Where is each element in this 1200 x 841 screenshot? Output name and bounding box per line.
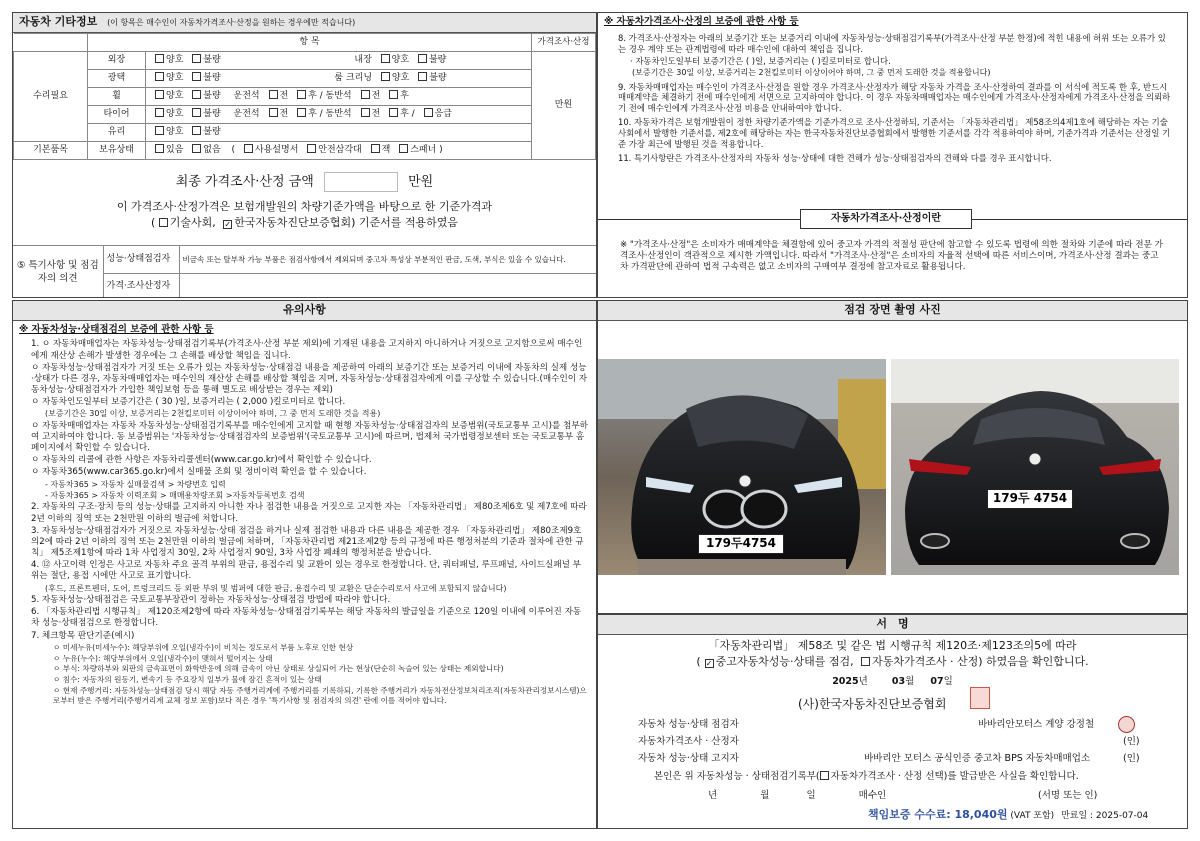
notice-item: 5. 자동차성능·상태점검은 국토교통부장관이 정하는 자동차성능·상태점검 방법에 따라야 합니다. (31, 595, 391, 605)
notice-item: (후드, 프론트펜더, 도어, 트렁크리드 등 외판 부위 및 범퍼에 대한 판금, 용접수리 및 교환은 단순수리로서 사고에 포함되지 않습니다) (45, 583, 507, 593)
notice-item: ㅇ 자동차의 리콜에 관한 사항은 자동차리콜센터(www.car.go.kr)에서 확인할 수 있습니다. (31, 455, 372, 466)
checkbox[interactable] (361, 108, 370, 117)
final-price-unit: 만원 (408, 174, 434, 190)
inspector-seal-icon (1118, 716, 1135, 733)
price-box-title: 자동차가격조사·산정이란 (800, 209, 972, 229)
final-price-label: 최종 가격조사·산정 금액 (175, 174, 314, 190)
notice-item: ㅇ 자동차매매업자는 자동차 자동차성능·상태점검기록부를 매수인에게 고지할 때 현행 자동차성능·상태점검자의 보증범위(국토교통부 고시)를 첨부하여 고지하여야 합니다. 동 보증범위는 '자동차성능·상태점검자의 보증범위'(국토교통부 고시)에 따르며, 법제처 국가법령정보센터 또는 국토교통부 홈페이지에서 확인할 수 있습니다. (31, 420, 588, 454)
row-exterior-options: 양호 불량 내장 양호 불량 (146, 52, 532, 70)
signature-title: 서 명 (598, 615, 1187, 635)
checkbox[interactable] (371, 144, 380, 153)
checkbox[interactable] (155, 126, 164, 135)
notice-item: - 자동차365 > 자동차 실매물검색 > 차량번호 입력 (45, 479, 226, 489)
pw-item: 11. 특기사항란은 가격조사·산정자의 자동차 성능·상태에 대한 견해가 성능·상태점검자의 견해와 다를 경우 표시합니다. (618, 153, 1052, 164)
buyer-label: 매수인 (858, 790, 887, 801)
signature-line2: ( ✓ 중고자동차성능·상태를 점검, 자동차가격조사 · 산정) 하였음을 확인합니다. (696, 655, 1089, 669)
notice-list (13, 339, 596, 706)
checkbox[interactable] (297, 90, 306, 99)
special-label: ⑤ 특기사항 및 점검자의 의견 (13, 246, 103, 299)
row-possession: 보유상태 (88, 142, 146, 160)
notice-item: 6. 「자동차관리법 시행규칙」 제120조제2항에 따라 자동차성능·상태점검기록부는 해당 자동차의 발급일을 기준으로 120일 이내에 이루어진 자동차 성능·상태점검으로 한정합니다. (31, 607, 582, 629)
photos-title: 점검 장면 촬영 사진 (598, 301, 1187, 321)
row-exterior: 외장 (88, 52, 146, 70)
sign-month: 03 (891, 675, 906, 687)
col-item-header: 항 목 (88, 34, 532, 52)
checkbox[interactable] (192, 108, 201, 117)
fee-row (868, 808, 1184, 823)
front-plate: 179두4754 (698, 534, 784, 554)
col-price-header: 가격조사·산정 (532, 34, 596, 52)
basis-line1: 이 가격조사·산정가격은 보험개발원의 차량기준가액을 바탕으로 한 기준가격과 (116, 200, 493, 213)
checkbox[interactable] (155, 72, 164, 81)
pw-item: 9. 자동차매매업자는 매수인이 가격조사·산정을 원할 경우 가격조사·산정자가 해당 자동차 가격을 조사·산정하여 결과를 이 서식에 적도록 한 후, 반드시 매매계약을 체결하기 전에 매수인에게 서면으로 고지하여야 합니다. 이 경우 자동차매매업자는 매수인에게 가격조사·산정자에게 가격조사·산정을 의뢰하기 전에 매수인에게 가격조사·산정 비용을 안내하여야 합니다. (618, 81, 1171, 114)
notice-item: 3. 자동차성능·상태점검자가 거짓으로 자동차성능·상태 점검을 하거나 실제 점검한 내용과 다른 내용을 제공한 경우 「자동차관리법」 제80조제9호의2에 따라 2년 이하의 징역 또는 2천만원 이하의 벌금에 처하며, 「자동차관리법 제21조제2항 등의 규정에 따른 행정처분의 기준과 절차에 관한 규칙」 제5조제1항에 따라 1차 사업정지 30일, 2차 사업정지 90일, 3차 사업장 폐쇄의 행정처분을 받습니다. (31, 525, 584, 559)
row-wheel: 휠 (88, 88, 146, 106)
sign-year: 2025 (832, 675, 859, 687)
notice-item: ㅇ 부식: 차량하부와 외판의 금속표면이 화학반응에 의해 금속이 아닌 상태로 상실되어 가는 현상(단순히 녹슬어 있는 상태는 제외합니다) (53, 664, 504, 674)
signer-rows (638, 719, 1178, 770)
receipt-line: 본인은 위 자동차성능 · 상태점검기록부( 자동차가격조사 · 산정 선택)를 발급받은 사실을 확인합니다. (654, 771, 1079, 782)
photos-panel (597, 300, 1188, 614)
checkbox[interactable] (381, 54, 390, 63)
signature-line1: 「자동차관리법」 제58조 및 같은 법 시행규칙 제120조·제123조의5에 따라 (708, 639, 1077, 652)
rear-plate: 179두 4754 (987, 489, 1073, 509)
checkbox-kaa-checked[interactable]: ✓ (224, 220, 232, 230)
checkbox[interactable] (389, 90, 398, 99)
checkbox[interactable] (389, 108, 398, 117)
other-info-note: (이 항목은 매수인이 자동차가격조사·산정을 원하는 경우에만 적습니다) (107, 18, 356, 27)
front-photo (598, 359, 886, 575)
notice-item: 7. 체크항목 판단기준(예시) (31, 630, 135, 641)
notice-panel (12, 300, 597, 829)
row-gloss: 광택 (88, 70, 146, 88)
checkbox[interactable] (269, 90, 278, 99)
notice-item: ㅇ 누유(누수): 해당부위에서 오일(냉각수)이 맺혀서 떨어지는 상태 (53, 653, 273, 663)
checkbox[interactable] (155, 108, 164, 117)
notice-item: 1. ㅇ 자동차매매업자는 자동차성능·상태점검기록부(가격조사·산정 부분 제외)에 기재된 내용을 고지하지 아니하거나 거짓으로 고지함으로써 매수인에게 재산상 손해가 발생한 경우에는 그 손해를 배상할 책임을 집니다. (31, 339, 583, 361)
pw-item: 10. 자동차가격은 보험개발원이 정한 차량기준가액을 기준가격으로 조사·산정하되, 기준서는 「자동차관리법」 제58조의4제1호에 해당하는 자는 기술사회에서 발행한 기준서를, 제2호에 해당하는 자는 한국자동차진단보증협회에서 발행한 기준서를 각각 적용하여야 하며, 기준가격과 기준서는 산정일 기준 가장 최근에 발행된 것을 적용합니다. (618, 117, 1171, 150)
notice-item: ㅇ 자동차인도일부터 보증기간은 ( 30 )일, 보증거리는 ( 2,000 )킬로미터로 합니다. (31, 397, 346, 408)
signature-date: 2025년 03월 07일 (832, 675, 953, 687)
price-warranty-title: ※ 자동차가격조사·산정의 보증에 관한 사항 등 (604, 16, 799, 27)
other-info-title: 자동차 기타정보 (19, 15, 98, 28)
checkbox[interactable] (192, 72, 201, 81)
association-name: (사)한국자동차진단보증협회 (798, 697, 947, 711)
pw-item: 8. 가격조사·산정자는 아래의 보증기간 또는 보증거리 이내에 자동차성능·상태점검기록부(가격조사·산정 부분 한정)에 적힌 내용에 허위 또는 오류가 있는 경우 계약 또는 관계법령에 따라 매수인에 대하여 책임을 집니다. (618, 33, 1166, 55)
perf-inspector-label: 성능·상태점검자 (103, 246, 179, 274)
checkbox[interactable] (192, 90, 201, 99)
other-info-table: 항 목 가격조사·산정 수리필요 외장 양호 불량 내장 양호 불량 만원 광택 양호 불량 룸 크리닝 양호 불량 휠 양호 불량 운전석 전 후 / 동반석 전 후 타이어 양호 불량 운전석 전 후 / 동반석 전 후 / 응급 유리 양호 불량 기본품목 보유상태 있음 없음 ( 사용설명서 안전삼각대 잭 스패너 ) (13, 33, 596, 160)
price-warranty-panel (597, 12, 1188, 298)
rear-car-image (891, 359, 1179, 575)
signature-panel (597, 614, 1188, 829)
special-table (13, 245, 597, 298)
price-unit: 만원 (532, 52, 596, 160)
price-box-text: ※ "가격조사·산정"은 소비자가 매매계약을 체결함에 있어 중고자 가격의 적절성 판단에 참고할 수 있도록 법령에 의한 절차와 기준에 따라 전문 가격조사·산정인이 객관적으로 제시한 가액입니다. 따라서 "가격조사·산정"은 소비자의 자율적 선택에 따른 서비스이며, 가격조사·산정 결과는 중고차 가격판단에 관하여 법적 구속력은 없고 소비자의 구매여부 결정에 참고자료로 활용됩니다. (598, 219, 1187, 297)
notice-item: 4. ⑫ 사고이력 인정은 사고로 자동차 주요 골격 부위의 판금, 용접수리 및 교환이 있는 경우로 한정합니다. 단, 쿼터패널, 루프패널, 사이드실패널 부위는 절단, 용접 시에만 사고로 표기합니다. (31, 560, 581, 582)
checkbox[interactable] (192, 126, 201, 135)
notice-item: ㅇ 현재 주행거리: 자동차성능·상태점검 당시 해당 자동 주행거리계에 주행거리를 기록하되, 기록한 주행거리가 자동차전산정보처리조직(자동차관리정보시스템)으로부터 받은 주행거리(주행거리계 교체 정보 포함)보다 적은 경우 '특기사항 및 점검자의 의견' 란에 이를 적어야 합니다. (53, 686, 587, 705)
rear-photo (891, 359, 1179, 575)
other-info-panel (12, 12, 597, 298)
checkbox[interactable] (155, 90, 164, 99)
checkbox-performance-checked[interactable]: ✓ (705, 659, 713, 669)
checkbox[interactable] (192, 54, 201, 63)
checkbox[interactable] (192, 144, 201, 153)
repair-label: 수리필요 (14, 52, 88, 142)
checkbox[interactable] (418, 54, 427, 63)
checkbox[interactable] (307, 144, 316, 153)
pw-item: · 자동차인도일부터 보증기간은 ( )일, 보증거리는 ( )킬로미터로 합니다. (630, 56, 891, 67)
checkbox[interactable] (297, 108, 306, 117)
checkbox[interactable] (418, 72, 427, 81)
notice-title: 유의사항 (13, 301, 596, 321)
checkbox-price[interactable] (861, 657, 870, 666)
fee-label: 책임보증 수수료: 18,040원 (868, 808, 1008, 821)
row-interior: 내장 (354, 55, 372, 66)
checkbox[interactable] (381, 72, 390, 81)
checkbox[interactable] (424, 108, 433, 117)
expiry-date: 만료일 : 2025-07-04 (1061, 811, 1149, 821)
notice-item: (보증기간은 30일 이상, 보증거리는 2천킬로미터 이상이어야 하며, 그 중 먼저 도래한 것을 적용) (45, 409, 381, 419)
notice-item: ㅇ 미세누유(미세누수): 해당부위에 오일(냉각수)이 비치는 정도로서 부품 노후로 인한 현상 (53, 642, 354, 652)
notice-item: 2. 자동차의 구조·장치 등의 성능·상태를 고지하지 아니한 자나 점검한 내용을 거짓으로 고지한 자는 「자동차관리법」 제80조제6호 및 제7호에 따라 2년 이하의 징역 또는 2천만원 이하의 벌금에 처합니다. (31, 502, 587, 524)
notice-section-title: ※ 자동차성능·상태점검의 보증에 관한 사항 등 (19, 324, 214, 335)
checkbox-receipt-price[interactable] (820, 771, 829, 780)
price-inspector-label: 가격·조사산정자 (103, 274, 179, 299)
checkbox[interactable] (155, 144, 164, 153)
final-price-input[interactable] (324, 172, 398, 192)
basis-line2: ( 기술사회, ✓ 한국자동차진단보증협회) 기준서를 적용하였음 (150, 216, 459, 230)
signer-row: 자동차가격조사 · 산정자 (인) (638, 736, 1140, 747)
checkbox[interactable] (269, 108, 278, 117)
row-tire: 타이어 (88, 106, 146, 124)
basic-label: 기본품목 (14, 142, 88, 160)
row-glass: 유리 (88, 124, 146, 142)
checkbox[interactable] (155, 54, 164, 63)
notice-item: ㅇ 자동차성능·상태점검자가 거짓 또는 오류가 있는 자동차성능·상태점검 내용을 제공하여 아래의 보증기간 또는 보증거리 이내에 자동차의 실제 성능·상태가 다른 경우, 자동차매매업자는 매수인의 재산상 손해를 배상할 책임을 지며, 자동차성능·상태점검자에게 이를 구상할 수 있습니다.(매수인이 자동차성능·상태점검자가 가입한 책임보험 등을 통해 별도로 배상받는 경우는 제외) (31, 362, 588, 396)
final-price-row (13, 160, 596, 192)
checkbox-tech-society[interactable] (159, 218, 168, 227)
row-room-cleaning: 룸 크리닝 (334, 73, 373, 84)
notice-item: ㅇ 침수: 자동차의 원동기, 변속기 등 주요장치 일부가 물에 잠긴 흔적이 있는 상태 (53, 675, 322, 685)
other-info-header (13, 13, 596, 33)
notice-item: - 자동차365 > 자동차 이력조회 > 매매용차량조회 >자동차등록번호 검색 (45, 491, 305, 501)
pw-item: (보증기간은 30일 이상, 보증거리는 2천킬로미터 이상이어야 하며, 그 중 먼저 도래한 것을 적용합니다) (632, 68, 991, 78)
buyer-row: 년 월 일 매수인 (서명 또는 인) (708, 790, 1098, 801)
sign-day: 07 (930, 675, 944, 687)
fee-vat: (VAT 포함) (1010, 811, 1055, 821)
checkbox[interactable] (244, 144, 253, 153)
signer-row: 자동차 성능·상태 고지자 바바리안 모터스 공식인증 중고차 BPS 자동차매매업소 (인) (638, 753, 1140, 764)
signer-row: 자동차 성능·상태 점검자 바바리안모터스 계양 강정철 (638, 719, 1178, 736)
checkbox[interactable] (361, 90, 370, 99)
price-warranty-list (598, 31, 1187, 164)
notice-item: ㅇ 자동차365(www.car365.go.kr)에서 실매물 조회 및 정비이력 확인을 할 수 있습니다. (31, 467, 367, 478)
buyer-sign: (서명 또는 인) (1038, 790, 1098, 801)
perf-inspector-note: 비금속 또는 탈부착 가능 부품은 점검사항에서 제외되며 중고차 특성상 부분적인 판금, 도색, 부식은 있을 수 있습니다. (179, 246, 597, 274)
checkbox[interactable] (399, 144, 408, 153)
association-seal-icon (970, 687, 990, 709)
